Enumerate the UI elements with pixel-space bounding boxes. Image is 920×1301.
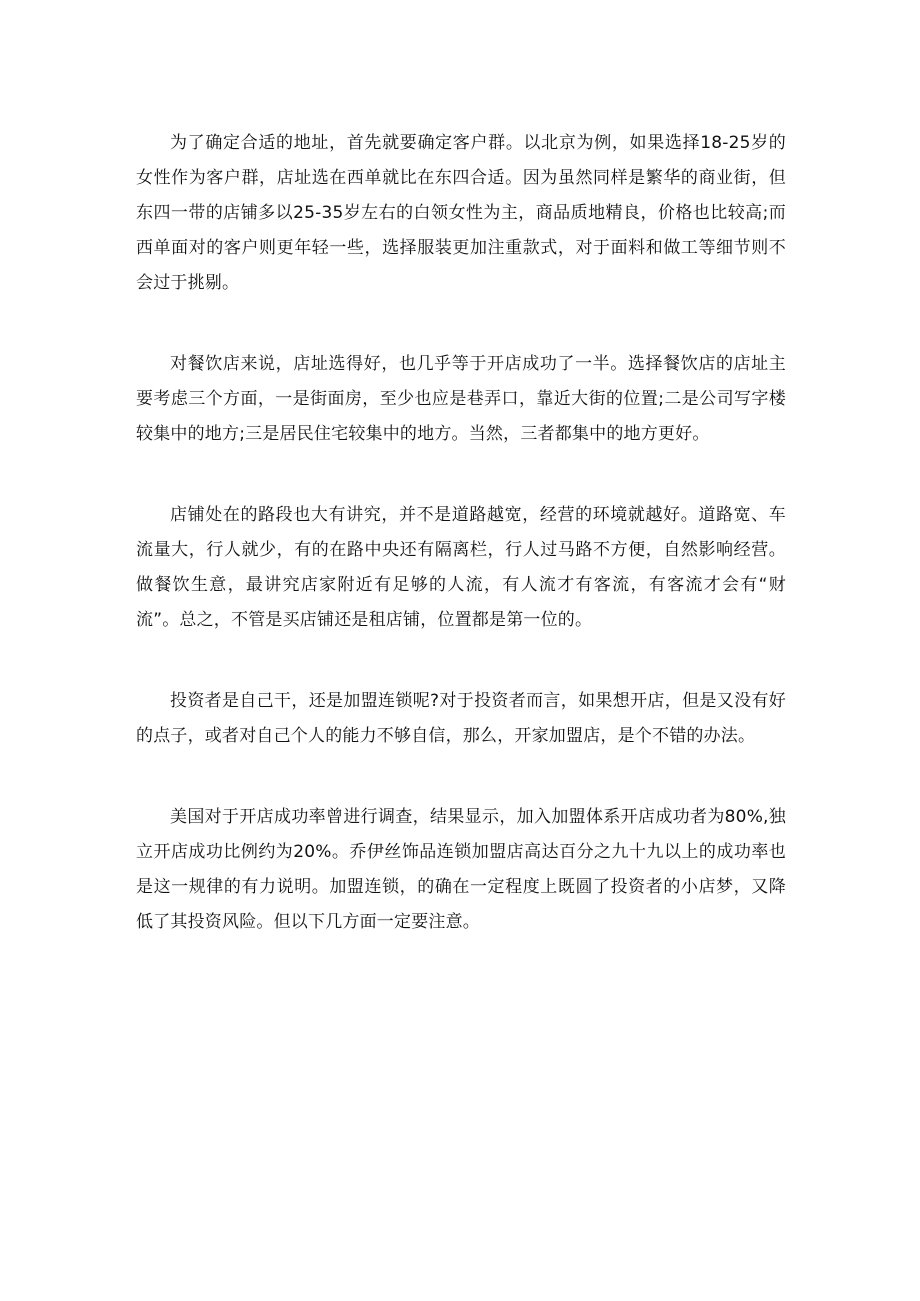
paragraph-franchise-success-rate: 美国对于开店成功率曾进行调查，结果显示，加入加盟体系开店成功者为80%,独立开店成功比例约为20%。乔伊丝饰品连锁加盟店高达百分之九十九以上的成功率也是这一规律的有力说明。加盟连锁，的确在一定程度上既圆了投资者的小店梦，又降低了其投资风险。但以下几方面一定要注意。 xyxy=(136,807,786,932)
paragraph-franchise-question: 投资者是自己干，还是加盟连锁呢?对于投资者而言，如果想开店，但是又没有好的点子，或者对自己个人的能力不够自信，那么，开家加盟店，是个不错的办法。 xyxy=(136,691,786,746)
document-body xyxy=(136,126,786,940)
paragraph-store-location-customers: 为了确定合适的地址，首先就要确定客户群。以北京为例，如果选择18-25岁的女性作为客户群，店址选在西单就比在东四合适。因为虽然同样是繁华的商业街，但东四一带的店铺多以25-35岁左右的白领女性为主，商品质地精良，价格也比较高;而西单面对的客户则更年轻一些，选择服装更加注重款式，对于面料和做工等细节则不会过于挑剔。 xyxy=(136,133,786,293)
paragraph-restaurant-location: 对餐饮店来说，店址选得好，也几乎等于开店成功了一半。选择餐饮店的店址主要考虑三个方面，一是街面房，至少也应是巷弄口，靠近大街的位置;二是公司写字楼较集中的地方;三是居民住宅较集中的地方。当然，三者都集中的地方更好。 xyxy=(136,354,786,444)
paragraph-road-section: 店铺处在的路段也大有讲究，并不是道路越宽，经营的环境就越好。道路宽、车流量大，行人就少，有的在路中央还有隔离栏，行人过马路不方便，自然影响经营。做餐饮生意，最讲究店家附近有足够的人流，有人流才有客流，有客流才会有“财流”。总之，不管是买店铺还是租店铺，位置都是第一位的。 xyxy=(136,505,786,630)
